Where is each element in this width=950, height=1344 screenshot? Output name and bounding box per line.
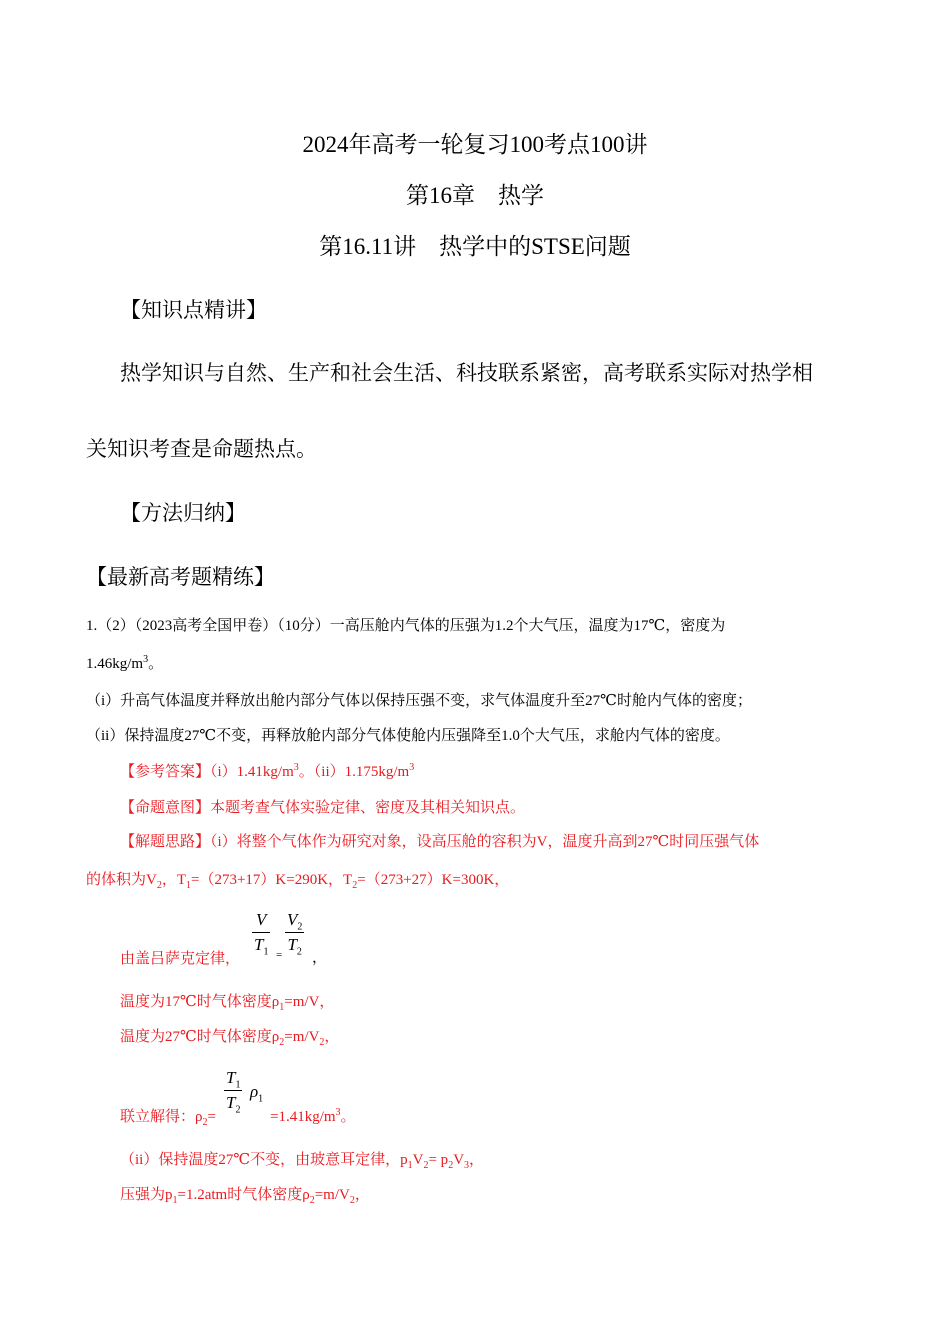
method-heading: 【方法归纳】 — [120, 501, 246, 525]
equals-sign: = — [276, 949, 283, 961]
reference-answer: 【参考答案】$(i)1.41kg/m^3$。$(ii)1.175kg/m^3$ — [120, 762, 415, 780]
chapter-title: 第16章 热学 — [406, 183, 544, 208]
solve-label: 联立解得：$\rho_2=$ — [120, 1109, 216, 1128]
rho1-symbol: $\rho_1$ — [250, 1082, 264, 1105]
document-title: 2024年高考一轮复习100考点100讲 — [302, 132, 648, 157]
fraction-v-over-t1: V $T_1$ — [254, 910, 269, 958]
fraction-v2-over-t2: $V_2$ $T_2$ — [287, 910, 303, 958]
solve-result: $=1.41kg/m^3$。 — [270, 1107, 356, 1125]
intent-label: 【命题意图】 — [120, 800, 211, 816]
problem-part-i: （i）升高气体温度并释放出舱内部分气体以保持压强不变，求气体温度升至27℃时舱内气体的密度； — [86, 693, 752, 709]
solution-idea-line2: 的体积为$V_2$，$T_1=(273+17)K=290K$，$T_2=(273+27)K=300K$， — [86, 872, 510, 891]
knowledge-text-line2: 关知识考查是命题热点。 — [86, 437, 317, 461]
problem-statement-line2: $1.46kg/m^3$。 — [86, 654, 164, 672]
problem-statement-line1: 1.（2）（2023高考全国甲卷）（10分）一高压舱内气体的压强为1.2个大气压，温度为17℃，密度为 — [86, 618, 726, 634]
density-27c: 温度为27℃时气体密度$\rho_2=m/V_2$， — [120, 1029, 340, 1048]
formula-comma: ， — [312, 950, 328, 966]
answer-label: 【参考答案】 — [120, 764, 211, 780]
knowledge-heading: 【知识点精讲】 — [120, 298, 267, 322]
problem-part-ii: （ii）保持温度27℃不变，再释放舱内部分气体使舱内压强降至1.0个大气压，求舱内气体的密度。 — [86, 728, 730, 744]
part-ii-boyle: （ii）保持温度27℃不变，由玻意耳定律，$p_1V_2= p_2V_3$， — [120, 1152, 485, 1171]
density-17c: 温度为17℃时气体密度$\rho_1=m/V$， — [120, 994, 335, 1013]
gay-lussac-label: 由盖吕萨克定律， — [120, 951, 241, 967]
idea-label: 【解题思路】 — [120, 834, 211, 850]
lecture-title: 第16.11讲 热学中的STSE问题 — [319, 234, 631, 259]
intent: 【命题意图】本题考查气体实验定律、密度及其相关知识点。 — [120, 800, 526, 816]
fraction-t1-over-t2: $T_1$ $T_2$ — [226, 1068, 241, 1116]
solution-idea-line1: 【解题思路】（i）将整个气体作为研究对象，设高压舱的容积为V，温度升高到27℃时同压强气体 — [120, 834, 760, 850]
knowledge-text-line1: 热学知识与自然、生产和社会生活、科技联系紧密，高考联系实际对热学相 — [120, 361, 813, 385]
pressure-density: 压强为$p_1=1.2atm$时气体密度$\rho_2=m/V_2$， — [120, 1187, 370, 1206]
latest-exam-heading: 【最新高考题精练】 — [86, 565, 275, 589]
